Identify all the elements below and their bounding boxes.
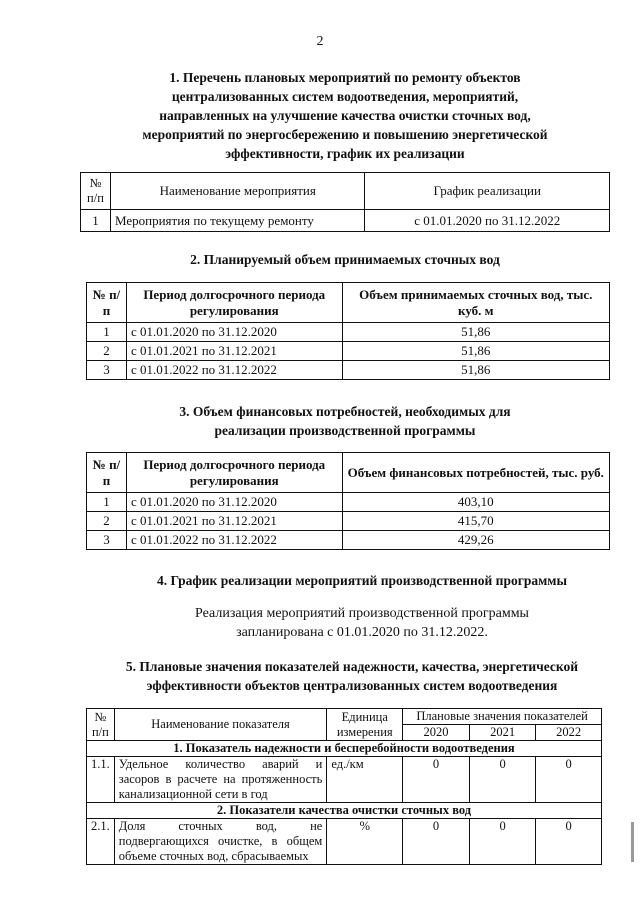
table-row	[87, 819, 602, 865]
group-row	[87, 741, 602, 757]
row-volume: 51,86	[342, 361, 609, 380]
group-title: 1. Показатель надежности и бесперебойности водоотведения	[87, 741, 602, 757]
table-row	[87, 361, 610, 380]
row-period: с 01.01.2020 по 31.12.2020	[126, 323, 342, 342]
section2-title: 2. Планируемый объем принимаемых сточных вод	[190, 252, 500, 267]
table-header-row	[87, 709, 602, 725]
row-value-2022: 0	[536, 757, 602, 803]
section3-title-line: 3. Объем финансовых потребностей, необходимых для	[179, 404, 511, 419]
row-finance: 429,26	[342, 531, 609, 550]
scan-edge-mark	[631, 822, 634, 862]
section3-title	[0, 402, 640, 440]
col-period-header: Период долгосрочного периода регулирования	[126, 283, 342, 323]
page-number: 2	[316, 34, 324, 49]
row-value-2020: 0	[403, 819, 470, 865]
row-volume: 51,86	[342, 342, 609, 361]
row-value-2020: 0	[403, 757, 470, 803]
col-num-header: № п/п	[87, 453, 127, 493]
row-period: с 01.01.2020 по 31.12.2020	[126, 493, 342, 512]
section3-title-line: реализации производственной программы	[214, 423, 476, 438]
row-num: 1	[81, 210, 111, 232]
group-row	[87, 803, 602, 819]
table-row	[87, 531, 610, 550]
section5-title	[0, 657, 640, 695]
row-period: с 01.01.2022 по 31.12.2022	[126, 361, 342, 380]
table-row	[87, 342, 610, 361]
row-finance: 415,70	[342, 512, 609, 531]
section4-text	[0, 604, 640, 642]
row-value-2021: 0	[469, 757, 536, 803]
col-period-header: Период долгосрочного периода регулирования	[126, 453, 342, 493]
table-row	[87, 493, 610, 512]
row-num: 3	[87, 531, 127, 550]
row-indicator: Доля сточных вод, не подвергающихся очистке, в общем объеме сточных вод, сбрасываемых	[114, 819, 327, 865]
row-num: 2	[87, 512, 127, 531]
col-finance-header: Объем финансовых потребностей, тыс. руб.	[342, 453, 609, 493]
section4-title: 4. График реализации мероприятий производственной программы	[156, 573, 568, 588]
col-planned-header: Плановые значения показателей	[403, 709, 602, 725]
col-schedule-header: График реализации	[365, 173, 610, 210]
section4-text-line: Реализация мероприятий производственной программы	[195, 606, 529, 621]
col-volume-header: Объем принимаемых сточных вод, тыс. куб. м	[342, 283, 609, 323]
row-period: с 01.01.2021 по 31.12.2021	[126, 342, 342, 361]
row-volume: 51,86	[342, 323, 609, 342]
table-header-row	[87, 283, 610, 323]
row-unit: ед./км	[327, 757, 403, 803]
table-header-row	[81, 173, 610, 210]
section5-table	[86, 708, 602, 865]
section1-title-line: централизованных систем водоотведения, мероприятий,	[171, 89, 519, 104]
col-unit-header: Единица измерения	[327, 709, 403, 741]
row-num: 1	[87, 493, 127, 512]
col-num-header: № п/п	[81, 173, 111, 210]
row-num: 1.1.	[87, 757, 115, 803]
row-value-2022: 0	[536, 819, 602, 865]
section1-title-line: 1. Перечень плановых мероприятий по ремонту объектов	[169, 70, 521, 85]
section1-title-line: мероприятий по энергосбережению и повышению энергетической	[142, 127, 548, 142]
col-num-header: № п/п	[87, 283, 127, 323]
section1-table	[80, 172, 610, 232]
col-num-header: № п/п	[87, 709, 115, 741]
table-row	[87, 323, 610, 342]
section1-title-line: эффективности, график их реализации	[225, 146, 465, 161]
table-row	[81, 210, 610, 232]
row-value-2021: 0	[469, 819, 536, 865]
row-unit: %	[327, 819, 403, 865]
table-row	[87, 512, 610, 531]
section5-title-line: эффективности объектов централизованных систем водоотведения	[146, 678, 558, 693]
col-year-header: 2020	[403, 725, 470, 741]
section4-text-line: запланирована с 01.01.2020 по 31.12.2022.	[236, 625, 488, 640]
section1-title-line: направленных на улучшение качества очистки сточных вод,	[159, 108, 531, 123]
table-header-row	[87, 453, 610, 493]
section1-title	[0, 68, 640, 163]
row-num: 2.1.	[87, 819, 115, 865]
table-row	[87, 757, 602, 803]
row-indicator: Удельное количество аварий и засоров в расчете на протяженность канализационной сети в год	[114, 757, 327, 803]
col-indicator-header: Наименование показателя	[114, 709, 327, 741]
row-period: с 01.01.2022 по 31.12.2022	[126, 531, 342, 550]
row-name: Мероприятия по текущему ремонту	[110, 210, 365, 232]
col-year-header: 2022	[536, 725, 602, 741]
row-num: 3	[87, 361, 127, 380]
col-year-header: 2021	[469, 725, 536, 741]
row-period: с 01.01.2021 по 31.12.2021	[126, 512, 342, 531]
row-num: 1	[87, 323, 127, 342]
row-schedule: с 01.01.2020 по 31.12.2022	[365, 210, 610, 232]
col-name-header: Наименование мероприятия	[110, 173, 365, 210]
section5-title-line: 5. Плановые значения показателей надежности, качества, энергетической	[125, 659, 579, 674]
section2-table	[86, 282, 610, 380]
section3-table	[86, 452, 610, 550]
row-finance: 403,10	[342, 493, 609, 512]
row-num: 2	[87, 342, 127, 361]
group-title: 2. Показатели качества очистки сточных вод	[87, 803, 602, 819]
